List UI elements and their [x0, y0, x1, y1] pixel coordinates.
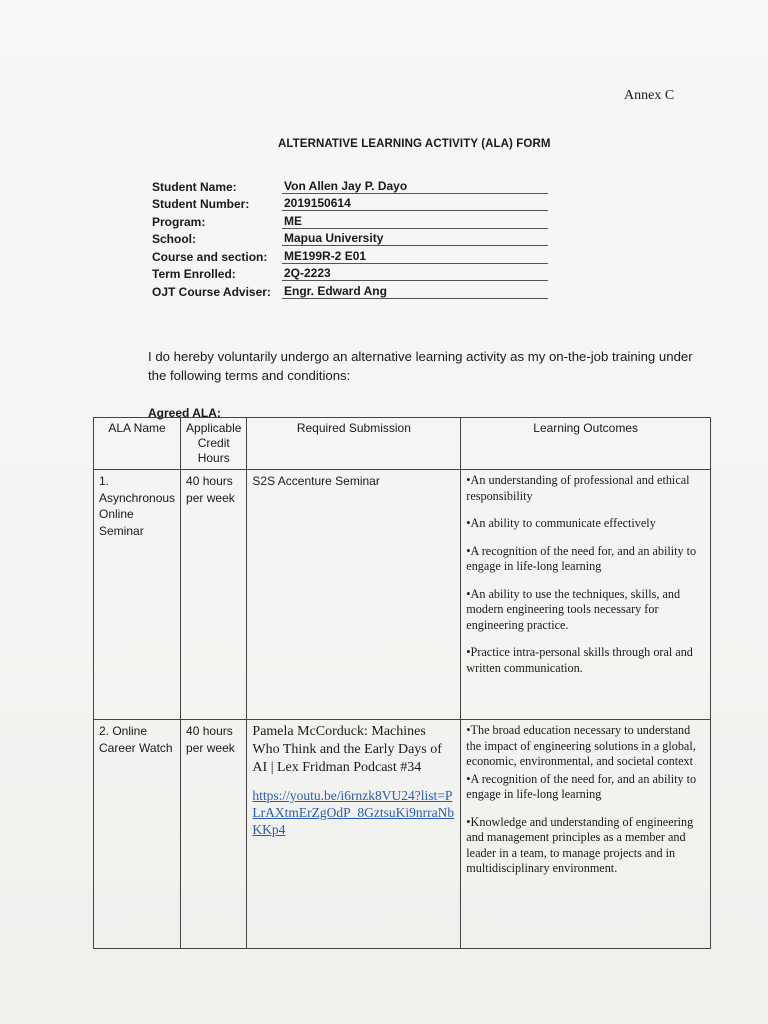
submission-cell [247, 720, 461, 949]
info-label: Course and section: [152, 249, 268, 264]
info-value: 2019150614 [282, 196, 548, 211]
info-row-program [152, 211, 548, 229]
ala-table [93, 417, 711, 949]
info-row-adviser [152, 281, 548, 299]
info-row-term [152, 264, 548, 282]
info-value: Engr. Edward Ang [282, 284, 548, 299]
info-value: ME [282, 214, 548, 229]
table-row [94, 720, 711, 949]
info-row-student-name [152, 176, 548, 194]
info-value: ME199R-2 E01 [282, 249, 548, 264]
form-title: ALTERNATIVE LEARNING ACTIVITY (ALA) FORM [278, 138, 551, 150]
info-value: Von Allen Jay P. Dayo [282, 179, 548, 194]
table-header-row [94, 418, 711, 470]
header-credit-hours: Applicable Credit Hours [181, 418, 247, 470]
info-label: Term Enrolled: [152, 267, 236, 281]
submission-title: Pamela McCorduck: Machines Who Think and the Early Days of AI | Lex Fridman Podcast #34 [252, 724, 442, 775]
video-link[interactable]: https://youtu.be/i6rnzk8VU24?list=PLrAXtmErZgOdP_8GztsuKi9nrraNbKKp4 [252, 788, 455, 837]
info-label: Student Number: [152, 197, 250, 211]
submission-cell: S2S Accenture Seminar [247, 470, 461, 720]
credit-hours-cell: 40 hours per week [181, 470, 247, 720]
outcome-item: •An ability to use the techniques, skills, and modern engineering tools necessary for engineering practice. [466, 586, 681, 632]
agreement-statement: I do hereby voluntarily undergo an alternative learning activity as my on-the-job training under the following terms and conditions: [148, 349, 693, 383]
info-value: Mapua University [282, 231, 548, 246]
outcomes-cell [461, 470, 711, 720]
info-row-school [152, 229, 548, 247]
outcome-item: •A recognition of the need for, and an ability to engage in life-long learning [466, 543, 697, 573]
header-ala-name: ALA Name [94, 418, 181, 470]
outcome-item: •A recognition of the need for, and an ability to engage in life-long learning [466, 771, 697, 801]
info-label: Program: [152, 214, 206, 229]
info-label: OJT Course Adviser: [152, 284, 271, 299]
outcome-item: •Knowledge and understanding of engineering and management principles as a member and leader in a team, to manage projects and in multidisciplinary environment. [466, 814, 694, 875]
info-label: Student Name: [152, 179, 237, 194]
outcome-item: •The broad education necessary to understand the impact of engineering solutions in a global, economic, environmental, and societal context [466, 723, 696, 768]
outcomes-cell [461, 720, 711, 949]
header-learning-outcomes: Learning Outcomes [461, 418, 711, 470]
student-info-block [152, 176, 548, 299]
info-label: School: [152, 232, 196, 246]
ala-name-cell: 2. Online Career Watch [94, 720, 181, 949]
ala-name-cell: 1. Asynchronous Online Seminar [94, 470, 181, 720]
outcome-item: •An ability to communicate effectively [466, 516, 656, 530]
header-required-submission: Required Submission [247, 418, 461, 470]
credit-hours-cell: 40 hours per week [181, 720, 247, 949]
table-row [94, 470, 711, 720]
outcome-item: •An understanding of professional and ethical responsibility [466, 473, 690, 503]
annex-label: Annex C [624, 88, 675, 103]
info-value: 2Q-2223 [282, 266, 548, 281]
info-row-student-number [152, 194, 548, 212]
info-row-course-section [152, 246, 548, 264]
outcome-item: •Practice intra-personal skills through oral and written communication. [466, 645, 693, 675]
agreed-ala-label: Agreed ALA: [148, 406, 221, 420]
